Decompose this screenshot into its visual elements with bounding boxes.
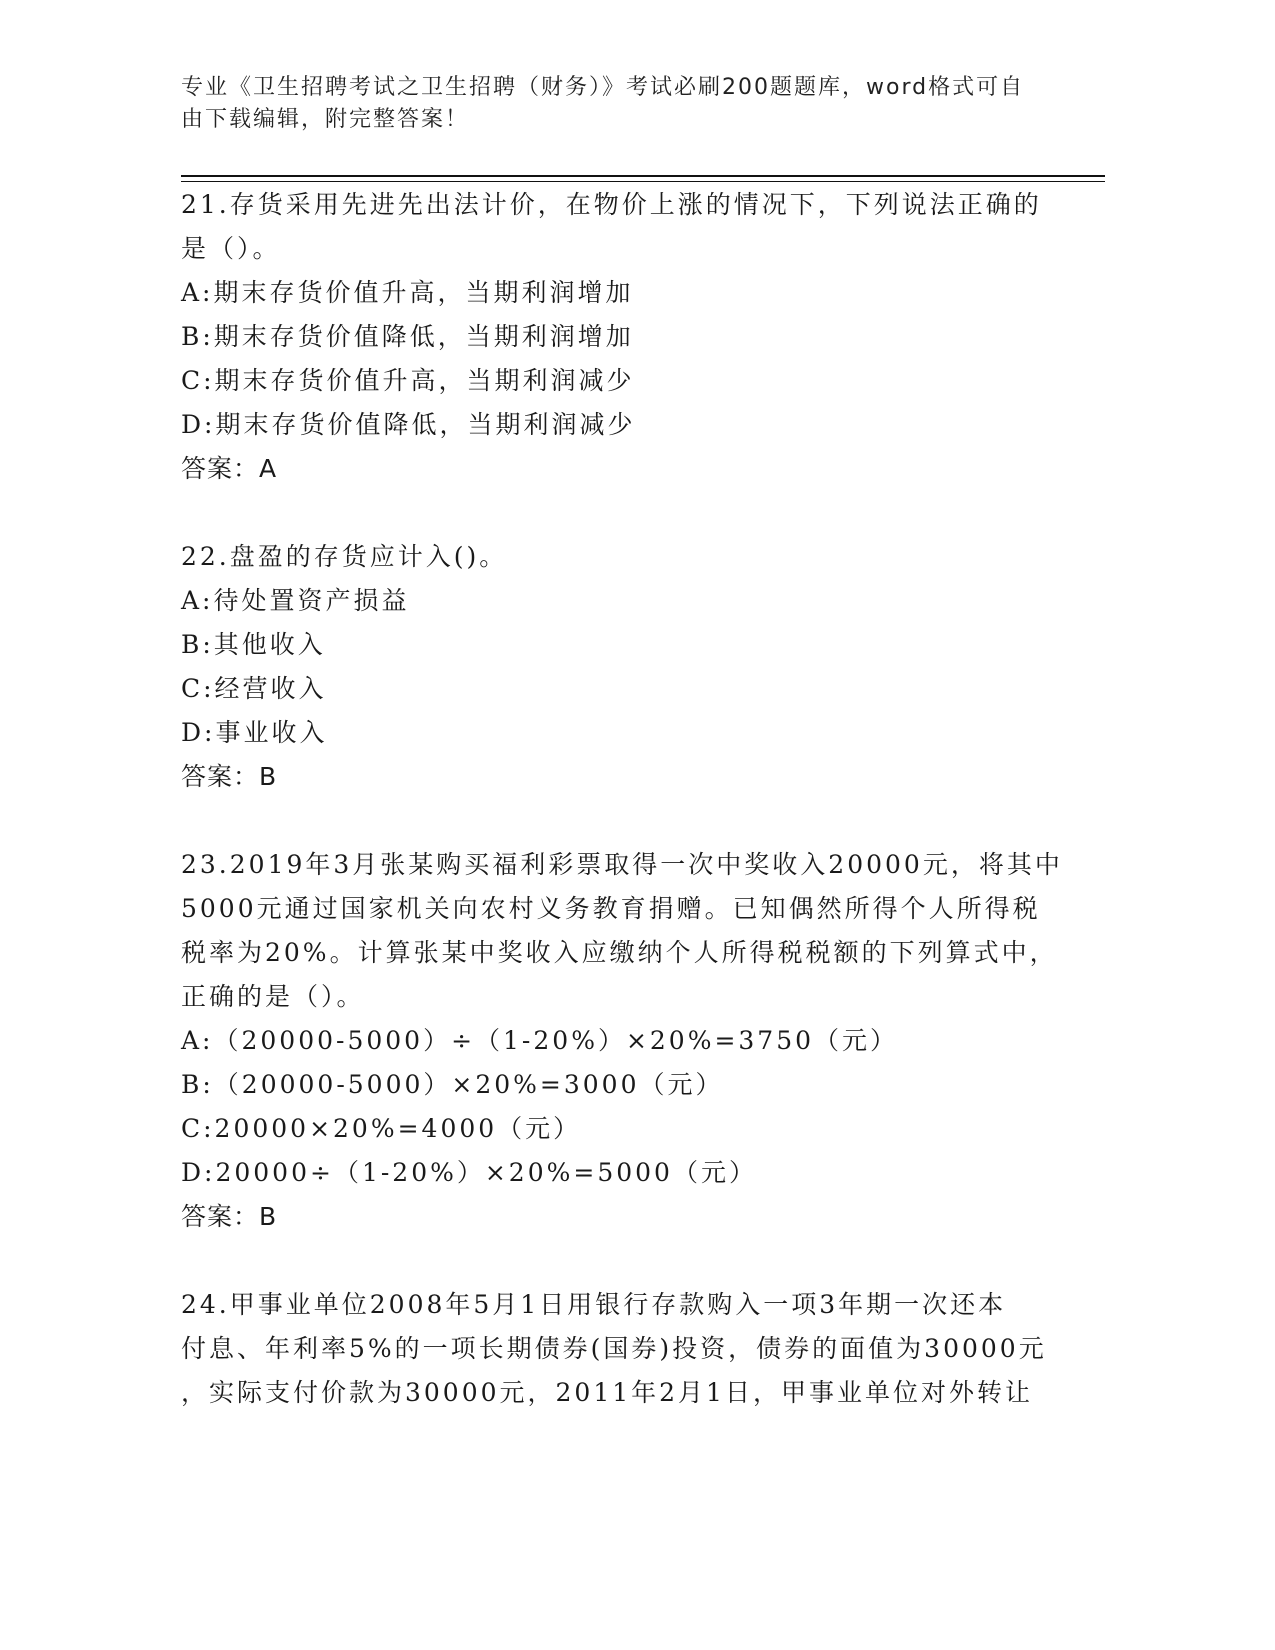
question-stem-line: 税率为20%。计算张某中奖收入应缴纳个人所得税税额的下列算式中， <box>181 938 1058 967</box>
header-rule-thick <box>181 175 1105 177</box>
question-stem-line: 5000元通过国家机关向农村义务教育捐赠。已知偶然所得个人所得税 <box>181 894 1041 923</box>
option-d: D:期末存货价值降低，当期利润减少 <box>181 410 636 439</box>
header-line-1: 专业《卫生招聘考试之卫生招聘（财务）》考试必刷200题题库，word格式可自 <box>181 75 1025 100</box>
option-b: B:其他收入 <box>181 630 326 659</box>
option-b: B:（20000-5000）×20%=3000（元） <box>181 1070 724 1099</box>
question-stem-line: 是（）。 <box>181 234 281 263</box>
question-stem-line: 付息、年利率5%的一项长期债券(国券)投资，债券的面值为30000元 <box>181 1334 1047 1363</box>
answer-line: 答案：B <box>181 1202 278 1231</box>
header-line-2: 由下载编辑，附完整答案！ <box>181 107 470 132</box>
option-a: A:待处置资产损益 <box>181 586 410 615</box>
question-stem-line: 23.2019年3月张某购买福利彩票取得一次中奖收入20000元，将其中 <box>181 850 1063 879</box>
question-stem-line: 21.存货采用先进先出法计价，在物价上涨的情况下，下列说法正确的 <box>181 190 1042 219</box>
question-stem-line: 22.盘盈的存货应计入()。 <box>181 542 508 571</box>
question-21 <box>181 183 1041 491</box>
option-d: D:事业收入 <box>181 718 328 747</box>
question-stem-line: 正确的是（）。 <box>181 982 365 1011</box>
question-24 <box>181 1283 1047 1415</box>
question-list <box>181 183 1063 1459</box>
question-stem-line: ，实际支付价款为30000元，2011年2月1日，甲事业单位对外转让 <box>181 1378 1033 1407</box>
answer-line: 答案：A <box>181 454 278 483</box>
option-a: A:期末存货价值升高，当期利润增加 <box>181 278 634 307</box>
option-d: D:20000÷（1-20%）×20%=5000（元） <box>181 1158 757 1187</box>
document-header <box>181 72 1041 136</box>
option-c: C:期末存货价值升高，当期利润减少 <box>181 366 635 395</box>
option-c: C:20000×20%=4000（元） <box>181 1114 582 1143</box>
answer-line: 答案：B <box>181 762 278 791</box>
header-rule-thin <box>181 181 1105 182</box>
question-stem-line: 24.甲事业单位2008年5月1日用银行存款购入一项3年期一次还本 <box>181 1290 1007 1319</box>
option-b: B:期末存货价值降低，当期利润增加 <box>181 322 634 351</box>
question-23 <box>181 843 1063 1239</box>
option-c: C:经营收入 <box>181 674 327 703</box>
option-a: A:（20000-5000）÷（1-20%）×20%=3750（元） <box>181 1026 899 1055</box>
question-22 <box>181 535 1041 799</box>
